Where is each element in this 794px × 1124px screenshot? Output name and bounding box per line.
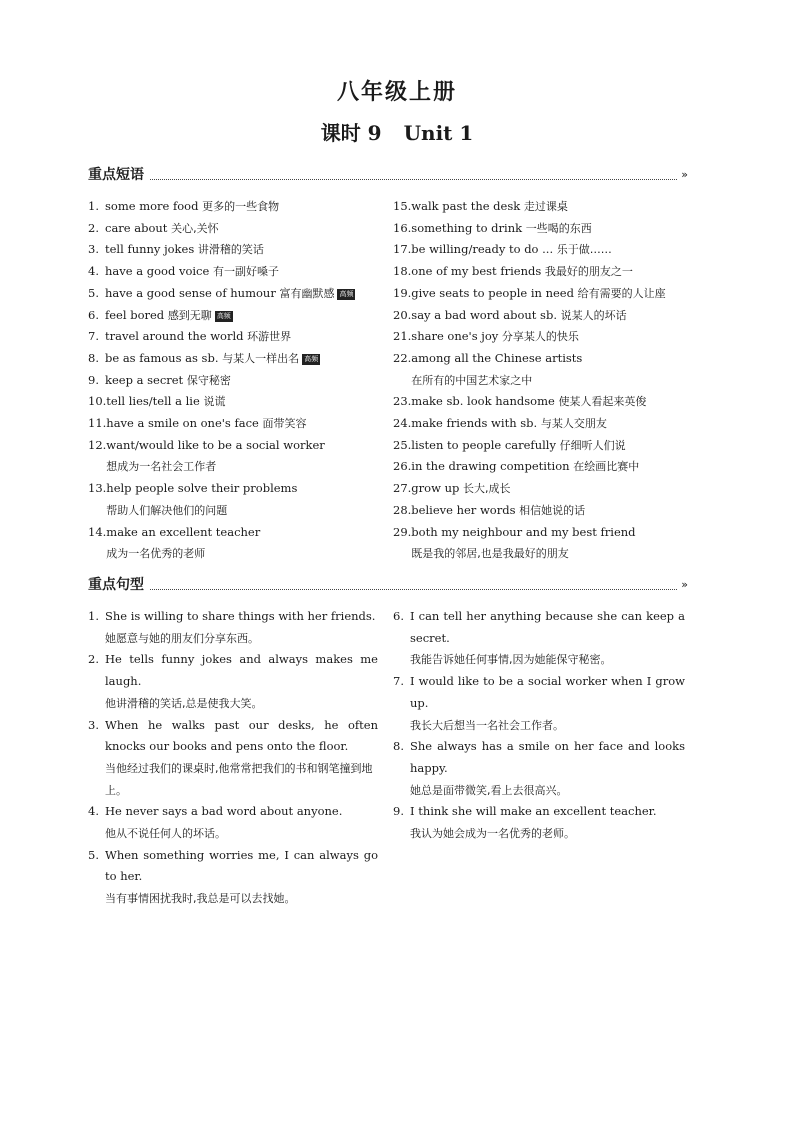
phrase-body bbox=[411, 239, 693, 261]
sentence-body bbox=[410, 801, 685, 844]
item-number: 14. bbox=[88, 524, 107, 539]
sentence-body bbox=[105, 845, 378, 910]
section-header-phrases bbox=[88, 164, 686, 184]
item-number: 2. bbox=[88, 652, 99, 667]
phrase-english: care about bbox=[105, 220, 168, 235]
phrase-chinese: 一些喝的东西 bbox=[525, 221, 592, 235]
phrase-item bbox=[393, 305, 693, 327]
phrase-chinese: 相信她说的话 bbox=[519, 503, 586, 517]
sentence-item bbox=[88, 715, 378, 802]
phrase-chinese: 富有幽默感 bbox=[279, 286, 335, 300]
phrase-body bbox=[411, 456, 693, 478]
phrase-body bbox=[106, 391, 388, 413]
phrase-english: one of my best friends bbox=[411, 264, 542, 279]
phrase-english: share one's joy bbox=[411, 329, 499, 344]
phrase-item bbox=[393, 326, 693, 348]
phrase-english: make sb. look handsome bbox=[411, 394, 555, 409]
item-number: 3. bbox=[88, 242, 99, 257]
phrase-chinese: 分享某人的快乐 bbox=[501, 330, 579, 344]
item-number: 15. bbox=[393, 199, 412, 213]
phrase-english: keep a secret bbox=[105, 372, 184, 387]
phrase-english: both my neighbour and my best friend bbox=[411, 524, 636, 539]
frequency-badge: 高频 bbox=[216, 311, 231, 320]
phrase-chinese: 说某人的坏话 bbox=[560, 308, 627, 322]
phrase-item bbox=[393, 413, 693, 435]
item-number: 13. bbox=[88, 481, 107, 496]
phrase-body bbox=[411, 305, 693, 327]
item-number: 8. bbox=[88, 350, 99, 365]
sentence-chinese: 我能告诉她任何事情,因为她能保守秘密。 bbox=[410, 653, 612, 667]
phrase-item bbox=[393, 456, 693, 478]
sentence-english: When something worries me, I can always go to her. bbox=[105, 847, 378, 884]
phrase-english: something to drink bbox=[411, 220, 523, 235]
phrase-body bbox=[411, 283, 693, 305]
item-number: 7. bbox=[88, 329, 99, 344]
item-number: 20. bbox=[393, 307, 412, 322]
sentence-chinese: 当有事情困扰我时,我总是可以去找她。 bbox=[105, 892, 296, 906]
sentence-body bbox=[105, 801, 378, 844]
phrase-item bbox=[393, 348, 693, 391]
sentence-english: He never says a bad word about anyone. bbox=[105, 804, 343, 819]
item-number: 28. bbox=[393, 502, 412, 517]
phrase-english: walk past the desk bbox=[411, 199, 521, 213]
phrase-item bbox=[88, 239, 388, 261]
phrase-item bbox=[88, 478, 388, 521]
item-number: 6. bbox=[393, 609, 404, 623]
phrase-item bbox=[393, 435, 693, 457]
phrase-chinese: 面带笑容 bbox=[262, 417, 307, 431]
section-header-sentences bbox=[88, 574, 686, 594]
phrase-body bbox=[411, 413, 693, 435]
phrase-body bbox=[411, 196, 693, 218]
lesson-title bbox=[0, 120, 794, 146]
item-number: 9. bbox=[393, 804, 404, 819]
item-number: 5. bbox=[88, 847, 99, 862]
sentence-item bbox=[88, 801, 378, 844]
phrase-body bbox=[105, 305, 388, 327]
dotted-rule bbox=[150, 169, 677, 180]
phrase-item bbox=[393, 522, 693, 565]
phrase-english: make friends with sb. bbox=[411, 416, 538, 431]
sentence-english: I would like to be a social worker when I grow up. bbox=[410, 674, 685, 710]
phrase-chinese: 有一副好嗓子 bbox=[212, 265, 279, 279]
phrase-body bbox=[106, 413, 388, 435]
sentence-body bbox=[410, 671, 685, 736]
sentence-chinese: 他从不说任何人的坏话。 bbox=[105, 827, 226, 841]
phrase-body bbox=[106, 435, 388, 478]
item-number: 7. bbox=[393, 674, 404, 689]
item-number: 23. bbox=[393, 394, 412, 409]
phrase-body bbox=[411, 435, 693, 457]
frequency-badge: 高频 bbox=[339, 289, 354, 298]
phrase-chinese: 在绘画比赛中 bbox=[573, 460, 640, 474]
sentence-list-left bbox=[88, 606, 378, 910]
item-number: 18. bbox=[393, 264, 412, 279]
phrase-english: be as famous as sb. bbox=[105, 350, 219, 365]
phrase-english: have a good voice bbox=[105, 264, 210, 279]
item-number: 22. bbox=[393, 350, 412, 365]
phrase-item bbox=[393, 478, 693, 500]
phrase-english: give seats to people in need bbox=[411, 285, 574, 300]
phrase-chinese: 保守秘密 bbox=[186, 373, 231, 387]
phrase-item bbox=[88, 435, 388, 478]
phrase-chinese: 走过课桌 bbox=[523, 200, 568, 213]
phrase-body bbox=[105, 283, 388, 305]
sentence-chinese: 他讲滑稽的笑话,总是使我大笑。 bbox=[105, 696, 263, 710]
sentence-list-right bbox=[393, 606, 685, 845]
phrase-english: have a smile on one's face bbox=[106, 416, 259, 431]
phrase-english: make an excellent teacher bbox=[106, 524, 261, 539]
phrase-chinese: 仔细听人们说 bbox=[559, 438, 626, 452]
phrase-body bbox=[411, 522, 693, 565]
sentence-item bbox=[393, 606, 685, 671]
phrase-body bbox=[106, 478, 388, 521]
item-number: 25. bbox=[393, 437, 412, 452]
item-number: 1. bbox=[88, 609, 99, 623]
grade-title: 八年级上册 bbox=[336, 79, 457, 105]
phrase-english: have a good sense of humour bbox=[105, 285, 276, 300]
phrase-english: want/would like to be a social worker bbox=[106, 437, 325, 452]
phrase-chinese: 使某人看起来英俊 bbox=[558, 395, 647, 409]
phrase-chinese: 我最好的朋友之一 bbox=[544, 265, 633, 279]
phrase-english: listen to people carefully bbox=[411, 437, 556, 452]
phrase-chinese: 感到无聊 bbox=[167, 308, 212, 322]
phrase-item bbox=[88, 283, 388, 305]
phrase-item bbox=[88, 326, 388, 348]
phrase-english: among all the Chinese artists bbox=[411, 350, 583, 365]
title-block bbox=[0, 78, 794, 146]
phrase-chinese: 成为一名优秀的老师 bbox=[106, 547, 206, 561]
sentence-body bbox=[105, 606, 378, 649]
item-number: 26. bbox=[393, 459, 412, 474]
phrase-body bbox=[411, 500, 693, 522]
sentence-item bbox=[393, 671, 685, 736]
phrase-english: some more food bbox=[105, 199, 199, 213]
double-arrow-icon: » bbox=[681, 167, 686, 181]
double-arrow-icon: » bbox=[681, 577, 686, 591]
phrase-item bbox=[88, 413, 388, 435]
phrase-english: travel around the world bbox=[105, 329, 244, 344]
item-number: 3. bbox=[88, 717, 99, 732]
phrase-chinese: 想成为一名社会工作者 bbox=[106, 460, 217, 474]
sentence-body bbox=[410, 606, 685, 671]
phrase-item bbox=[393, 196, 693, 218]
section-label-sentences: 重点句型 bbox=[88, 577, 144, 593]
phrase-chinese: 既是我的邻居,也是我最好的朋友 bbox=[411, 547, 569, 561]
phrase-body bbox=[106, 522, 388, 565]
phrase-english: tell funny jokes bbox=[105, 242, 195, 257]
phrase-body bbox=[411, 326, 693, 348]
phrase-body bbox=[105, 239, 388, 261]
phrase-body bbox=[105, 218, 388, 240]
phrase-chinese: 更多的一些食物 bbox=[202, 200, 280, 213]
phrase-body bbox=[411, 218, 693, 240]
phrase-chinese: 与某人一样出名 bbox=[222, 351, 300, 365]
phrase-english: believe her words bbox=[411, 502, 516, 517]
phrase-item bbox=[393, 218, 693, 240]
unit-label: Unit 1 bbox=[403, 121, 474, 145]
sentence-chinese: 我认为她会成为一名优秀的老师。 bbox=[410, 827, 575, 841]
item-number: 17. bbox=[393, 242, 412, 257]
phrase-item bbox=[88, 218, 388, 240]
phrase-item bbox=[393, 261, 693, 283]
phrase-chinese: 关心,关怀 bbox=[171, 221, 219, 235]
phrase-english: say a bad word about sb. bbox=[411, 307, 557, 322]
phrase-item bbox=[393, 500, 693, 522]
phrase-body bbox=[105, 196, 388, 218]
phrase-item bbox=[88, 261, 388, 283]
section-label-phrases: 重点短语 bbox=[88, 167, 144, 183]
sentence-english: She always has a smile on her face and looks happy. bbox=[410, 739, 685, 775]
phrase-chinese: 与某人交朋友 bbox=[540, 417, 607, 431]
sentence-item bbox=[393, 801, 685, 844]
sentence-english: She is willing to share things with her friends. bbox=[105, 609, 376, 623]
sentence-chinese: 当他经过我们的课桌时,他常常把我们的书和钢笔撞到地上。 bbox=[105, 761, 373, 797]
phrase-body bbox=[105, 348, 388, 370]
sentence-english: He tells funny jokes and always makes me laugh. bbox=[105, 652, 378, 689]
item-number: 9. bbox=[88, 372, 99, 387]
phrase-english: in the drawing competition bbox=[411, 459, 570, 474]
phrase-body bbox=[411, 478, 693, 500]
item-number: 11. bbox=[88, 416, 107, 431]
sentence-chinese: 她总是面带微笑,看上去很高兴。 bbox=[410, 783, 568, 797]
item-number: 19. bbox=[393, 285, 412, 300]
phrase-body bbox=[411, 261, 693, 283]
item-number: 29. bbox=[393, 524, 412, 539]
phrase-body bbox=[105, 261, 388, 283]
sentence-body bbox=[105, 715, 378, 802]
dotted-rule bbox=[150, 579, 677, 590]
phrase-item bbox=[88, 196, 388, 218]
item-number: 5. bbox=[88, 285, 99, 300]
phrase-list-left bbox=[88, 196, 388, 565]
phrase-item bbox=[393, 391, 693, 413]
phrase-english: help people solve their problems bbox=[106, 481, 298, 496]
phrase-chinese: 帮助人们解决他们的问题 bbox=[106, 503, 228, 517]
phrase-item bbox=[393, 283, 693, 305]
item-number: 6. bbox=[88, 307, 99, 322]
item-number: 16. bbox=[393, 220, 412, 235]
phrase-chinese: 说谎 bbox=[203, 395, 226, 409]
phrase-item bbox=[88, 522, 388, 565]
item-number: 12. bbox=[88, 437, 107, 452]
sentence-english: When he walks past our desks, he often knocks our books and pens onto the floor. bbox=[105, 717, 378, 754]
phrase-chinese: 长大,成长 bbox=[463, 482, 511, 496]
item-number: 1. bbox=[88, 199, 99, 213]
sentence-item bbox=[393, 736, 685, 801]
phrase-english: be willing/ready to do ... bbox=[411, 242, 554, 257]
phrase-chinese: 讲滑稽的笑话 bbox=[197, 243, 264, 257]
sentence-english: I think she will make an excellent teacher. bbox=[410, 804, 657, 819]
phrase-item bbox=[393, 239, 693, 261]
phrase-item bbox=[88, 391, 388, 413]
sentence-chinese: 我长大后想当一名社会工作者。 bbox=[410, 718, 564, 732]
sentence-item bbox=[88, 606, 378, 649]
sentence-chinese: 她愿意与她的朋友们分享东西。 bbox=[105, 631, 259, 645]
phrase-english: tell lies/tell a lie bbox=[106, 394, 200, 409]
item-number: 24. bbox=[393, 416, 412, 431]
phrase-body bbox=[105, 370, 388, 392]
phrase-body bbox=[411, 391, 693, 413]
frequency-badge: 高频 bbox=[304, 354, 319, 363]
phrase-chinese: 环游世界 bbox=[247, 330, 292, 344]
phrase-list-right bbox=[393, 196, 693, 565]
item-number: 10. bbox=[88, 394, 107, 409]
sentence-item bbox=[88, 845, 378, 910]
phrase-chinese: 乐于做…… bbox=[556, 243, 612, 257]
item-number: 21. bbox=[393, 329, 412, 344]
phrase-item bbox=[88, 370, 388, 392]
phrase-chinese: 在所有的中国艺术家之中 bbox=[411, 373, 533, 387]
sentence-body bbox=[410, 736, 685, 801]
sentence-english: I can tell her anything because she can keep a secret. bbox=[410, 609, 685, 645]
phrase-chinese: 给有需要的人让座 bbox=[577, 286, 666, 300]
phrase-english: feel bored bbox=[105, 307, 165, 322]
sentence-item bbox=[88, 649, 378, 714]
sentence-body bbox=[105, 649, 378, 714]
item-number: 27. bbox=[393, 481, 412, 496]
item-number: 4. bbox=[88, 804, 99, 819]
phrase-item bbox=[88, 305, 388, 327]
phrase-english: grow up bbox=[411, 481, 460, 496]
item-number: 8. bbox=[393, 739, 404, 754]
phrase-item bbox=[88, 348, 388, 370]
item-number: 2. bbox=[88, 220, 99, 235]
phrase-body bbox=[411, 348, 693, 391]
lesson-number: 课时 9 bbox=[320, 121, 382, 145]
phrase-body bbox=[105, 326, 388, 348]
item-number: 4. bbox=[88, 264, 99, 279]
